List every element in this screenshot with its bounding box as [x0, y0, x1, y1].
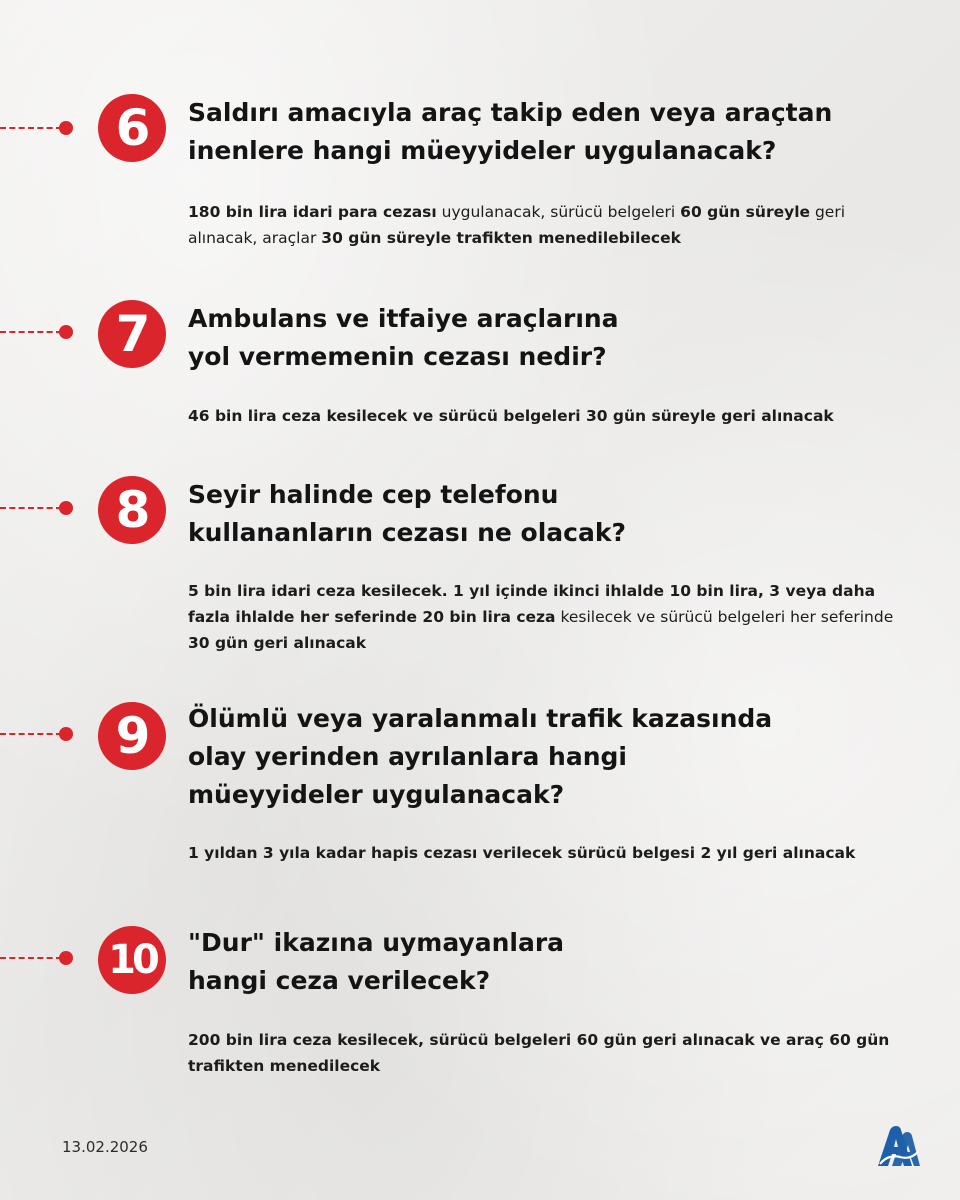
question-line: hangi ceza verilecek?: [188, 966, 491, 995]
publish-date: 13.02.2026: [62, 1138, 148, 1156]
answer-bold: 30 gün süreyle trafikten menedilebilecek: [321, 229, 681, 247]
question-line: müeyyideler uygulanacak?: [188, 780, 565, 809]
dashed-connector: [0, 733, 62, 735]
connector-dot: [59, 727, 73, 741]
answer-bold: 30 gün geri alınacak: [188, 634, 367, 652]
answer-text: [188, 199, 918, 251]
question-line: inenlere hangi müeyyideler uygulanacak?: [188, 136, 777, 165]
answer-regular: uygulanacak, sürücü belgeleri: [436, 203, 681, 221]
connector-dot: [59, 325, 73, 339]
dashed-connector: [0, 957, 62, 959]
answer-text: [188, 1027, 918, 1079]
question-line: Ambulans ve itfaiye araçlarına: [188, 304, 619, 333]
answer-bold: 60 gün süreyle: [680, 203, 811, 221]
connector-dot: [59, 951, 73, 965]
aa-logo-icon: [874, 1124, 922, 1168]
answer-bold: 180 bin lira idari para cezası: [188, 203, 437, 221]
answer-text: [188, 403, 918, 429]
question-line: "Dur" ikazına uymayanlara: [188, 928, 565, 957]
question-line: Seyir halinde cep telefonu: [188, 480, 559, 509]
number-badge: 10: [98, 926, 166, 994]
connector-dot: [59, 501, 73, 515]
answer-bold: 46 bin lira ceza kesilecek ve sürücü belgeleri 30 gün süreyle geri alınacak: [188, 407, 834, 425]
answer-bold: 200 bin lira ceza kesilecek, sürücü belgeleri 60 gün geri alınacak ve araç 60 gün trafikten menedilecek: [188, 1031, 890, 1075]
dashed-connector: [0, 507, 62, 509]
question-line: Ölümlü veya yaralanmalı trafik kazasında: [188, 704, 773, 733]
answer-regular: kesilecek ve sürücü belgeleri her seferinde: [555, 608, 894, 626]
question-line: Saldırı amacıyla araç takip eden veya araçtan: [188, 98, 833, 127]
number-badge: 9: [98, 702, 166, 770]
number-badge: 8: [98, 476, 166, 544]
answer-bold: 5 bin lira idari ceza kesilecek. 1 yıl içinde ikinci ihlalde 10 bin lira, 3 veya daha fazla ihlalde her seferinde 20 bin lira ceza: [188, 582, 876, 626]
question-line: yol vermemenin cezası nedir?: [188, 342, 607, 371]
question-text: [188, 700, 928, 814]
question-text: [188, 924, 928, 1000]
dashed-connector: [0, 127, 62, 129]
question-text: [188, 476, 928, 552]
question-text: [188, 300, 928, 376]
question-text: [188, 94, 928, 170]
answer-text: [188, 578, 918, 656]
dashed-connector: [0, 331, 62, 333]
answer-regular: geri alınacak, araçlar: [188, 203, 846, 247]
connector-dot: [59, 121, 73, 135]
question-line: olay yerinden ayrılanlara hangi: [188, 742, 627, 771]
answer-bold: 1 yıldan 3 yıla kadar hapis cezası verilecek sürücü belgesi 2 yıl geri alınacak: [188, 844, 856, 862]
number-badge: 7: [98, 300, 166, 368]
question-line: kullananların cezası ne olacak?: [188, 518, 626, 547]
answer-text: [188, 840, 918, 866]
number-badge: 6: [98, 94, 166, 162]
